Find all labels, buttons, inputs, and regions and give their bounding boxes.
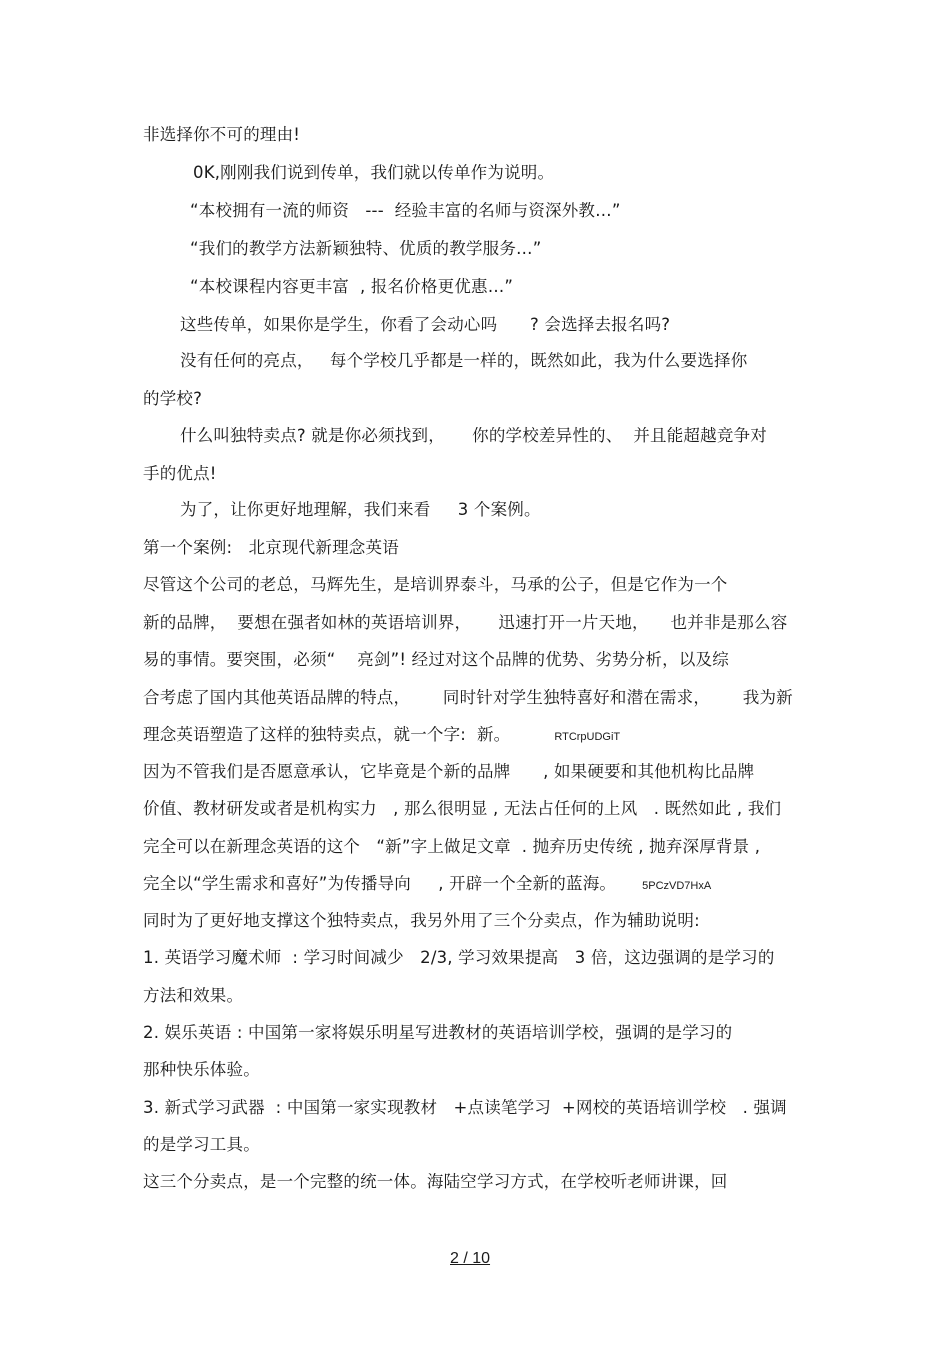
text-line: 什么叫独特卖点? 就是你必须找到， 你的学校差异性的、 并且能超越竞争对 [180,426,767,445]
text-line: “本校课程内容更丰富 , 报名价格更优惠…” [190,277,514,296]
text-line: 手的优点! [143,464,217,483]
text-line: 这三个分卖点，是一个完整的统一体。海陆空学习方式，在学校听老师讲课，回 [143,1172,728,1191]
text-line: 完全可以在新理念英语的这个 “新”字上做足文章 . 抛弃历史传统 , 抛弃深厚背景 , [143,837,761,856]
watermark-code: RTCrpUDGiT [554,731,621,743]
text-line: 因为不管我们是否愿意承认，它毕竟是个新的品牌 , 如果硬要和其他机构比品牌 [143,762,755,781]
text-line: 非选择你不可的理由! [143,125,301,144]
text-line: “本校拥有一流的师资 --- 经验丰富的名师与资深外教…” [190,201,621,220]
text-line: 没有任何的亮点， 每个学校几乎都是一样的，既然如此，我为什么要选择你 [180,351,748,370]
text-line: 的是学习工具。 [143,1135,260,1154]
text-line: 完全以“学生需求和喜好”为传播导向 , 开辟一个全新的蓝海。 5PCzVD7HxA [143,874,712,893]
list-item: 3. 新式学习武器 : 中国第一家实现教材 +点读笔学习 +网校的英语培训学校 . 强调 [143,1098,787,1117]
text-line: 理念英语塑造了这样的独特卖点，就一个字: 新。 RTCrpUDGiT [143,725,621,744]
list-item: 2. 娱乐英语 : 中国第一家将娱乐明星写进教材的英语培训学校，强调的是学习的 [143,1023,733,1042]
list-item: 1. 英语学习魔术师 : 学习时间减少 2/3, 学习效果提高 3 倍，这边强调的是学习的 [143,948,775,967]
text-line: “我们的教学方法新颖独特、优质的教学服务…” [190,239,542,258]
text-line: 同时为了更好地支撑这个独特卖点，我另外用了三个分卖点，作为辅助说明: [143,911,700,930]
text-line: 尽管这个公司的老总，马辉先生，是培训界泰斗，马承的公子，但是它作为一个 [143,575,728,594]
text-line: 价值、教材研发或者是机构实力 , 那么很明显 , 无法占任何的上风 . 既然如此 , 我们 [143,799,782,818]
text-line: 方法和效果。 [143,986,244,1005]
text-line: 易的事情。要突围，必须“ 亮剑”! 经过对这个品牌的优势、劣势分析，以及综 [143,650,729,669]
text-line: 的学校? [143,389,203,408]
watermark-code: 5PCzVD7HxA [642,880,712,892]
text-line: 这些传单，如果你是学生，你看了会动心吗 ? 会选择去报名吗? [180,315,671,334]
text-line: 合考虑了国内其他英语品牌的特点， 同时针对学生独特喜好和潜在需求， 我为新 [143,688,793,707]
text-line: 0K,刚刚我们说到传单，我们就以传单作为说明。 [193,163,555,182]
text-line: 新的品牌， 要想在强者如林的英语培训界， 迅速打开一片天地， 也并非是那么容 [143,613,788,632]
page-number: 2 / 10 [450,1250,491,1267]
section-heading: 第一个案例: 北京现代新理念英语 [143,538,399,557]
text-line: 为了，让你更好地理解，我们来看 3 个案例。 [180,500,541,519]
text-line: 那种快乐体验。 [143,1060,260,1079]
